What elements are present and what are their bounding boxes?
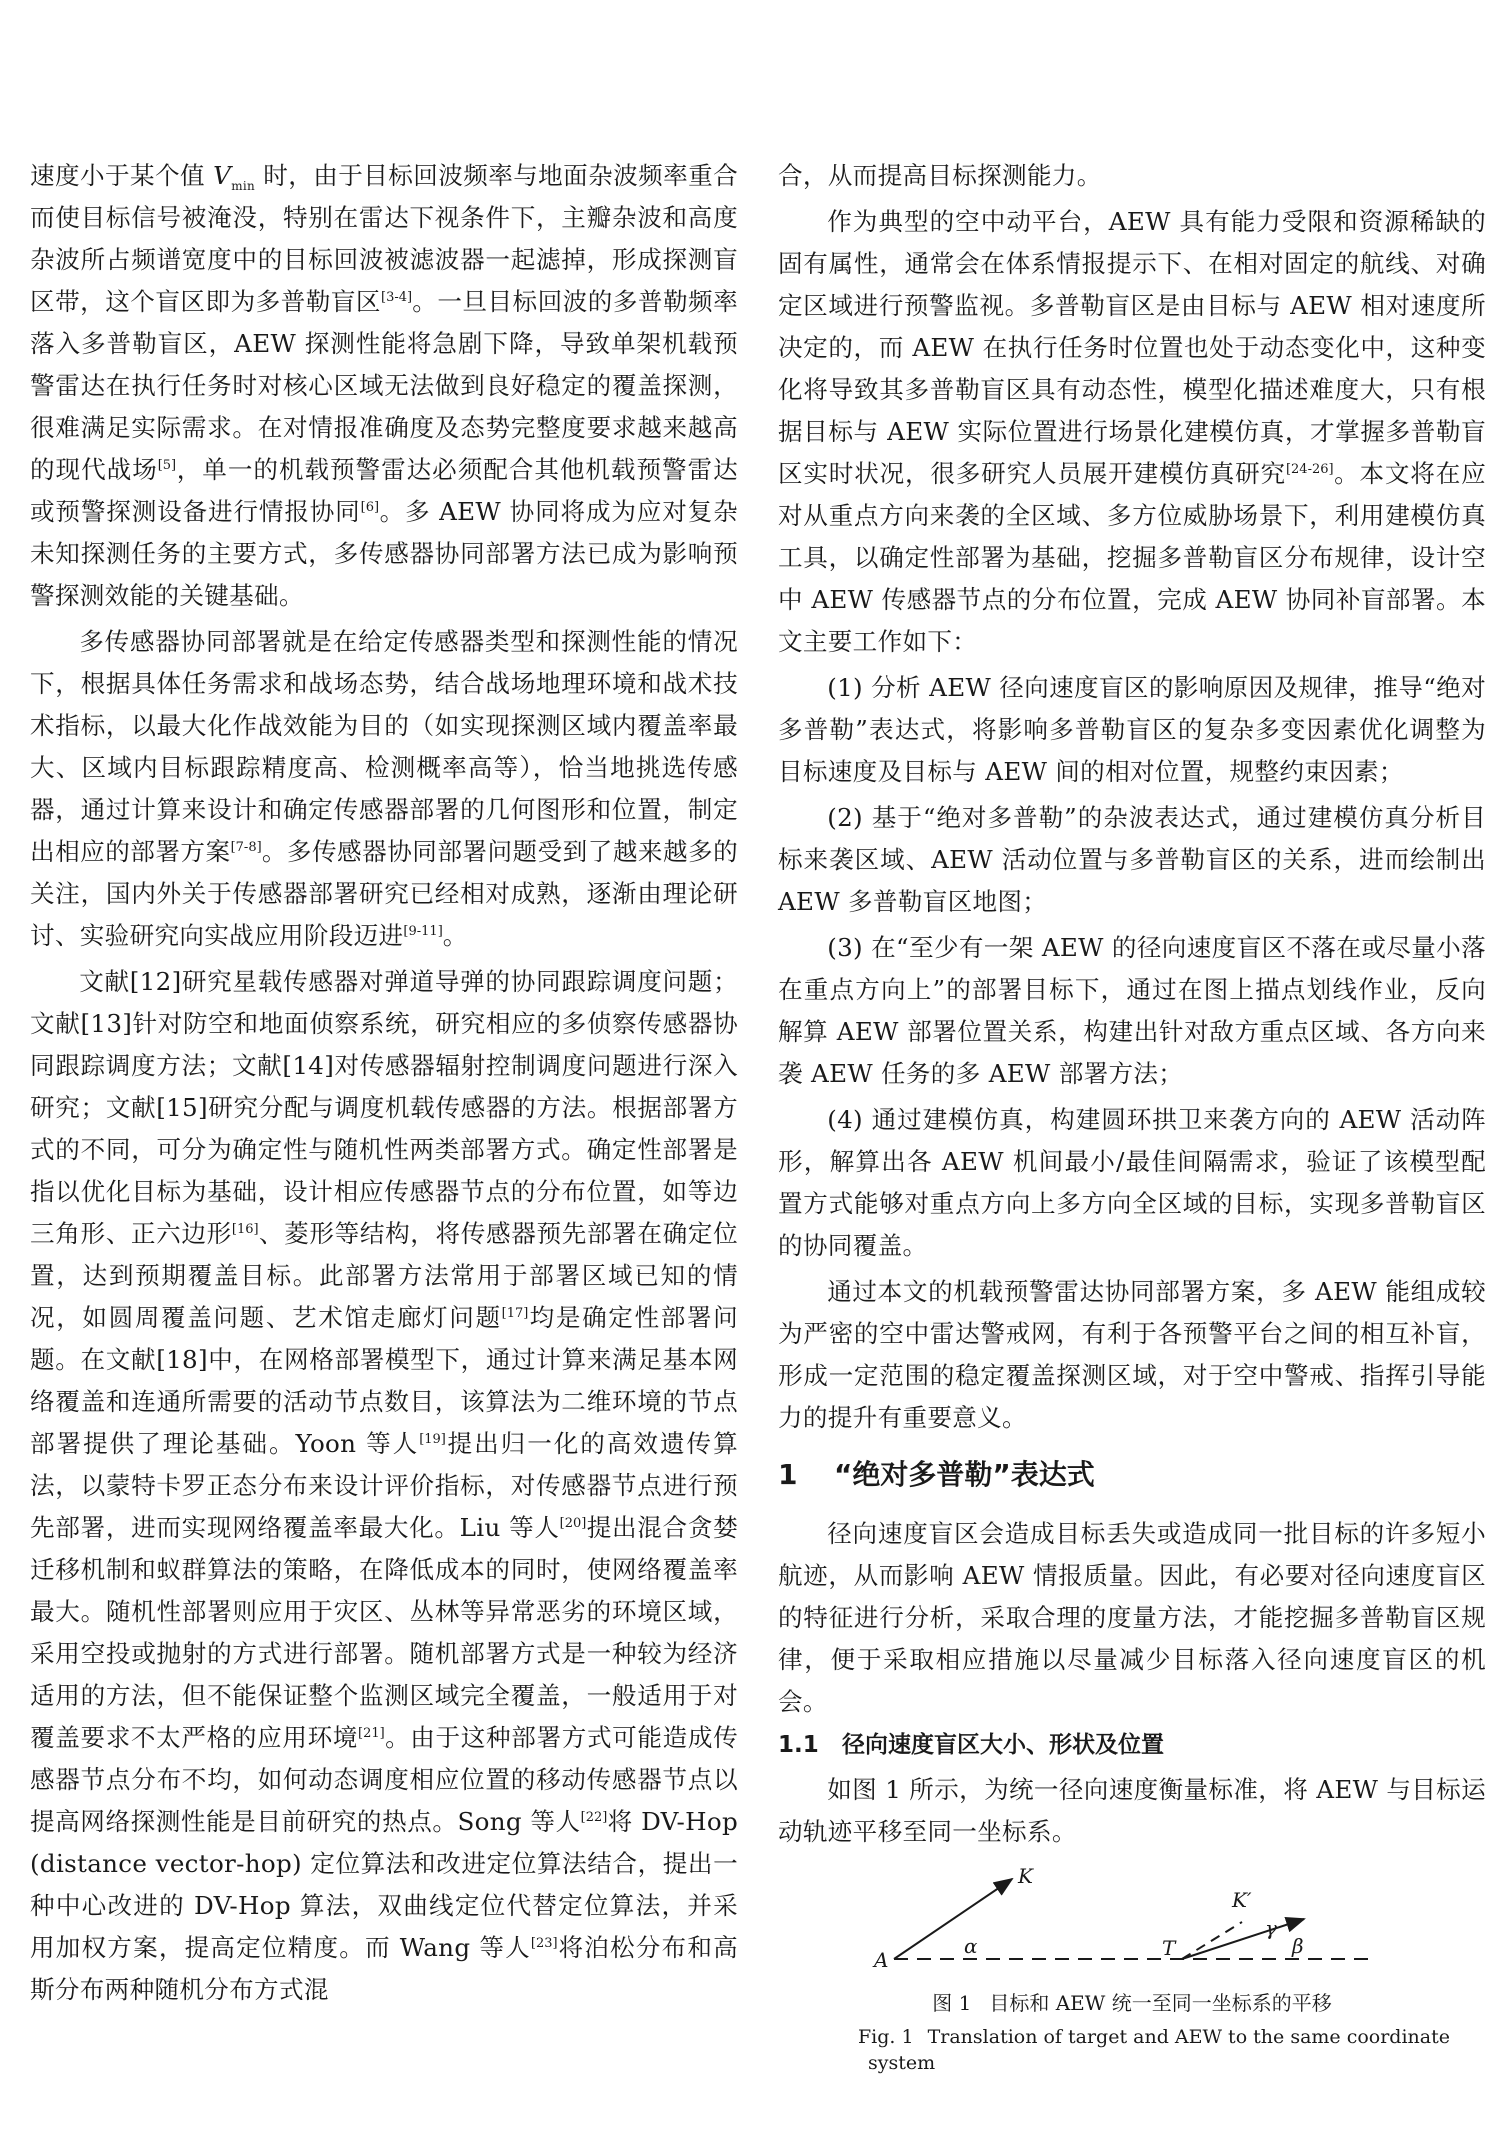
label-a: A [874,1948,889,1972]
section-heading: 1 “绝对多普勒”表达式 [778,1458,1095,1491]
label-k: K [1018,1867,1033,1888]
citation: [22] [580,1809,608,1825]
label-gamma: γ [1265,1916,1277,1940]
paragraph: 多传感器协同部署就是在给定传感器类型和探测性能的情况下，根据具体任务需求和战场态势，结合战场地理环境和战术技术指标，以最大化作战效能为目的（如实现探测区域内覆盖率最大、区域内目标跟踪精度高、检测概率高等），恰当地挑选传感器，通过计算来设计和确定传感器部署的几何图形和位置，制定出相应的部署方案[7-8]。多传感器协同部署问题受到了越来越多的关注，国内外关于传感器部署研究已经相对成熟，逐渐由理论研讨、实验研究向实战应用阶段迈进[9-11]。 [30,627,739,950]
left-column [30,155,738,2015]
citation: [5] [157,457,177,473]
paragraph: 文献[12]研究星载传感器对弹道导弹的协同跟踪调度问题；文献[13]针对防空和地面侦察系统，研究相应的多侦察传感器协同跟踪调度方法；文献[14]对传感器辐射控制调度问题进行深入研究；文献[15]研究分配与调度机载传感器的方法。根据部署方式的不同，可分为确定性与随机性两类部署方式。确定性部署是指以优化目标为基础，设计相应传感器节点的分布位置，如等边三角形、正六边形[16]、菱形等结构，将传感器预先部署在确定位置，达到预期覆盖目标。此部署方法常用于部署区域已知的情况，如圆周覆盖问题、艺术馆走廊灯问题[17]均是确定性部署问题。在文献[18]中，在网格部署模型下，通过计算来满足基本网络覆盖和连通所需要的活动节点数目，该算法为二维环境的节点部署提供了理论基础。Yoon 等人[19]提出归一化的高效遗传算法，以蒙特卡罗正态分布来设计评价指标，对传感器节点进行预先部署，进而实现网络覆盖率最大化。Liu 等人[20]提出混合贪婪迁移机制和蚁群算法的策略，在降低成本的同时，使网络覆盖率最大。随机性部署则应用于灾区、丛林等异常恶劣的环境区域，采用空投或抛射的方式进行部署。随机部署方式是一种较为经济适用的方法，但不能保证整个监测区域完全覆盖，一般适用于对覆盖要求不太严格的应用环境[21]。由于这种部署方式可能造成传感器节点分布不均，如何动态调度相应位置的移动传感器节点以提高网络探测性能是目前研究的热点。Song 等人[22]将 DV-Hop (distance vector-hop) 定位算法和改进定位算法结合，提出一种中心改进的 DV-Hop 算法，双曲线定位代替定位算法，并采用加权方案，提高定位精度。而 Wang 等人[23]将泊松分布和高斯分布两种随机分布方式混 [30,967,739,2004]
list-item: (3) 在“至少有一架 AEW 的径向速度盲区不落在或尽量小落在重点方向上”的部署目标下，通过在图上描点划线作业，反向解算 AEW 部署位置关系，构建出针对敌方重点区域、各方向来袭 AEW 任务的多 AEW 部署方法； [778,933,1486,1088]
paragraph: 如图 1 所示，为统一径向速度衡量标准，将 AEW 与目标运动轨迹平移至同一坐标系。 [778,1775,1486,1846]
citation: [9-11] [403,923,443,939]
list-item: (2) 基于“绝对多普勒”的杂波表达式，通过建模仿真分析目标来袭区域、AEW 活动位置与多普勒盲区的关系，进而绘制出 AEW 多普勒盲区地图； [778,803,1486,916]
label-k-prime: K′ [1232,1888,1252,1912]
figure-caption-cn: 图 1 目标和 AEW 统一至同一坐标系的平移 [932,1991,1332,2015]
label-beta: β [1292,1934,1304,1958]
right-column [778,155,1486,2076]
paragraph: 作为典型的空中动平台，AEW 具有能力受限和资源稀缺的固有属性，通常会在体系情报提示下、在相对固定的航线、对确定区域进行预警监视。多普勒盲区是由目标与 AEW 相对速度所决定的，而 AEW 在执行任务时位置也处于动态变化中，这种变化将导致其多普勒盲区具有动态性，模型化描述难度大，只有根据目标与 AEW 实际位置进行场景化建模仿真，才掌握多普勒盲区实时状况，很多研究人员展开建模仿真研究[24-26]。本文将在应对从重点方向来袭的全区域、多方位威胁场景下，利用建模仿真工具，以确定性部署为基础，挖掘多普勒盲区分布规律，设计空中 AEW 传感器节点的分布位置，完成 AEW 协同补盲部署。本文主要工作如下： [778,207,1486,656]
paragraph: 合，从而提高目标探测能力。 [778,161,1102,190]
list-item: (1) 分析 AEW 径向速度盲区的影响原因及规律，推导“绝对多普勒”表达式，将影响多普勒盲区的复杂多变因素优化调整为目标速度及目标与 AEW 间的相对位置，规整约束因素； [778,673,1486,786]
figure-caption-en: Fig. 1 Translation of target and AEW to the same coordinate system [858,2026,1450,2074]
citation: [16] [231,1221,259,1237]
citation: [17] [501,1305,529,1321]
label-t: T [1162,1936,1176,1960]
citation: [23] [530,1935,558,1951]
list-item: (4) 通过建模仿真，构建圆环拱卫来袭方向的 AEW 活动阵形，解算出各 AEW 机间最小/最佳间隔需求，验证了该模型配置方式能够对重点方向上多方向全区域的目标，实现多普勒盲区的协同覆盖。 [778,1105,1486,1260]
citation: [21] [358,1725,385,1741]
citation: [6] [360,499,380,515]
citation: [20] [559,1515,587,1531]
paragraph: 通过本文的机载预警雷达协同部署方案，多 AEW 能组成较为严密的空中雷达警戒网，有利于各预警平台之间的相互补盲，形成一定范围的稳定覆盖探测区域，对于空中警戒、指挥引导能力的提升有重要意义。 [778,1277,1486,1432]
citation: [24-26] [1285,461,1334,477]
citation: [7-8] [230,839,262,855]
label-alpha: α [964,1934,978,1958]
citation: [3-4] [381,289,413,305]
target-vector-arrow [894,1879,1012,1959]
citation: [19] [419,1431,446,1447]
paragraph: 径向速度盲区会造成目标丢失或造成同一批目标的许多短小航迹，从而影响 AEW 情报质量。因此，有必要对径向速度盲区的特征进行分析，采取合理的度量方法，才能挖掘多普勒盲区规律，便于采取相应措施以尽量减少目标落入径向速度盲区的机会。 [778,1519,1486,1716]
subsection-heading: 1.1 径向速度盲区大小、形状及位置 [778,1732,1164,1758]
translated-vector-arrow [1182,1919,1304,1959]
figure-1 [778,1867,1486,2076]
coordinate-diagram [872,1867,1392,1977]
aew-dashed-vector [1182,1922,1242,1959]
paragraph: 速度小于某个值 $V_{min}$ 时，由于目标回波频率与地面杂波频率重合而使目标信号被淹没，特别在雷达下视条件下，主瓣杂波和高度杂波所占频谱宽度中的目标回波被滤波器一起滤掉，形成探测盲区带，这个盲区即为多普勒盲区[3-4]。一旦目标回波的多普勒频率落入多普勒盲区，AEW 探测性能将急剧下降，导致单架机载预警雷达在执行任务时对核心区域无法做到良好稳定的覆盖探测，很难满足实际需求。在对情报准确度及态势完整度要求越来越高的现代战场[5]，单一的机载预警雷达必须配合其他机载预警雷达或预警探测设备进行情报协同[6]。多 AEW 协同将成为应对复杂未知探测任务的主要方式，多传感器协同部署方法已成为影响预警探测效能的关键基础。 [30,161,739,610]
